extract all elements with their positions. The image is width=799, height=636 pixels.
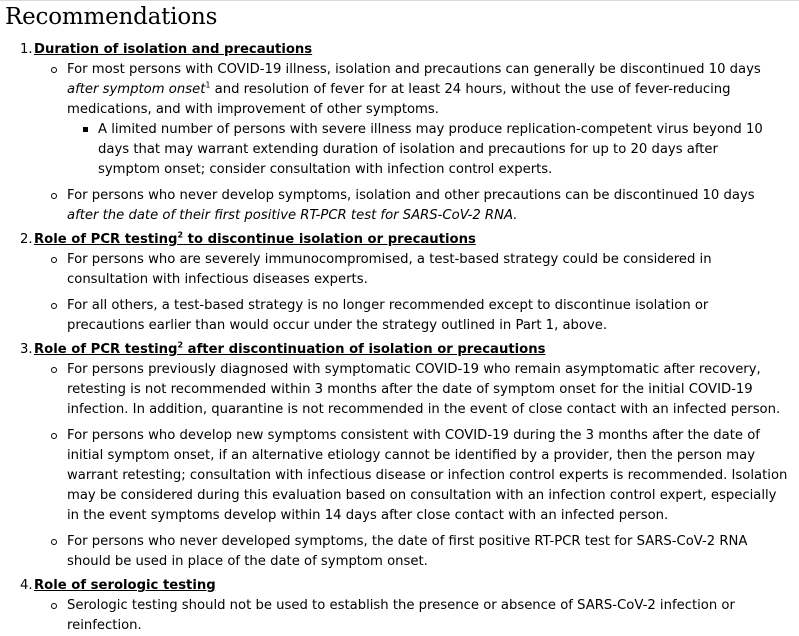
section-3 [20,340,799,572]
footnote-ref[interactable]: 2 [177,340,184,350]
list-item: For persons who develop new symptoms consistent with COVID-19 during the 3 months after the date of initial symptom onset, if an alternative etiology cannot be identified by a provider, then the person may warrant retesting; consultation with infectious disease or infection control experts is recommended. Isolation may be considered during this evaluation based on consultation with an infection control expert, especially in the event symptoms develop within 14 days after close contact with an infected person. [67,426,789,526]
list-item: For persons who never developed symptoms, the date of first positive RT-PCR test for SARS-CoV-2 RNA should be used in place of the date of symptom onset. [67,532,789,572]
top-divider [0,0,799,1]
list-item: For persons previously diagnosed with symptomatic COVID-19 who remain asymptomatic after recovery, retesting is not recommended within 3 months after the date of symptom onset for the initial COVID-19 infection. In addition, quarantine is not recommended in the event of close contact with an infected person. [67,360,789,420]
footnote-ref[interactable]: 1 [205,80,211,90]
section-number: 3. [20,342,33,357]
section-title: Role of PCR testing$^2$ to discontinue isolation or precautions [34,230,476,247]
list-item: For all others, a test-based strategy is no longer recommended except to discontinue isolation or precautions earlier than would occur under the strategy outlined in Part 1, above. [67,296,789,336]
sub-bullets [67,120,789,180]
section-2-bullets [34,250,799,336]
section-number: 1. [20,42,33,57]
list-item: A limited number of persons with severe illness may produce replication-competent virus beyond 10 days that may warrant extending duration of isolation and precautions for up to 20 days after symptom onset; consider consultation with infection control experts. [98,120,779,180]
section-1-bullets [34,60,799,226]
recommendations-list [0,40,799,636]
section-title: Role of serologic testing [34,578,216,593]
list-item: For most persons with COVID-19 illness, isolation and precautions can generally be discontinued 10 days after symptom onset$^1$ and resolution of fever for at least 24 hours, without the use of fever-reducing medications, and with improvement of other symptoms. A limited number of persons with severe illness may produce replication-competent virus beyond 10 days that may warrant extending duration of isolation and precautions for up to 20 days after symptom onset; consider consultation with infection control experts. [67,60,789,180]
section-number: 4. [20,578,33,593]
list-item: For persons who never develop symptoms, isolation and other precautions can be discontinued 10 days after the date of their first positive RT-PCR test for SARS-CoV-2 RNA. [67,186,789,226]
section-title: Duration of isolation and precautions [34,42,313,57]
section-number: 2. [20,232,33,247]
section-4 [20,576,799,636]
section-4-bullets [34,596,799,636]
recommendations-content [0,40,799,636]
list-item: Serologic testing should not be used to establish the presence or absence of SARS-CoV-2 infection or reinfection. [67,596,789,636]
section-title: Role of PCR testing$^2$ after discontinuation of isolation or precautions [34,340,546,357]
section-2 [20,230,799,336]
section-1 [20,40,799,226]
list-item: For persons who are severely immunocompromised, a test-based strategy could be considered in consultation with infectious diseases experts. [67,250,789,290]
page-title: Recommendations [5,4,218,30]
footnote-ref[interactable]: 2 [177,230,184,240]
section-3-bullets [34,360,799,572]
